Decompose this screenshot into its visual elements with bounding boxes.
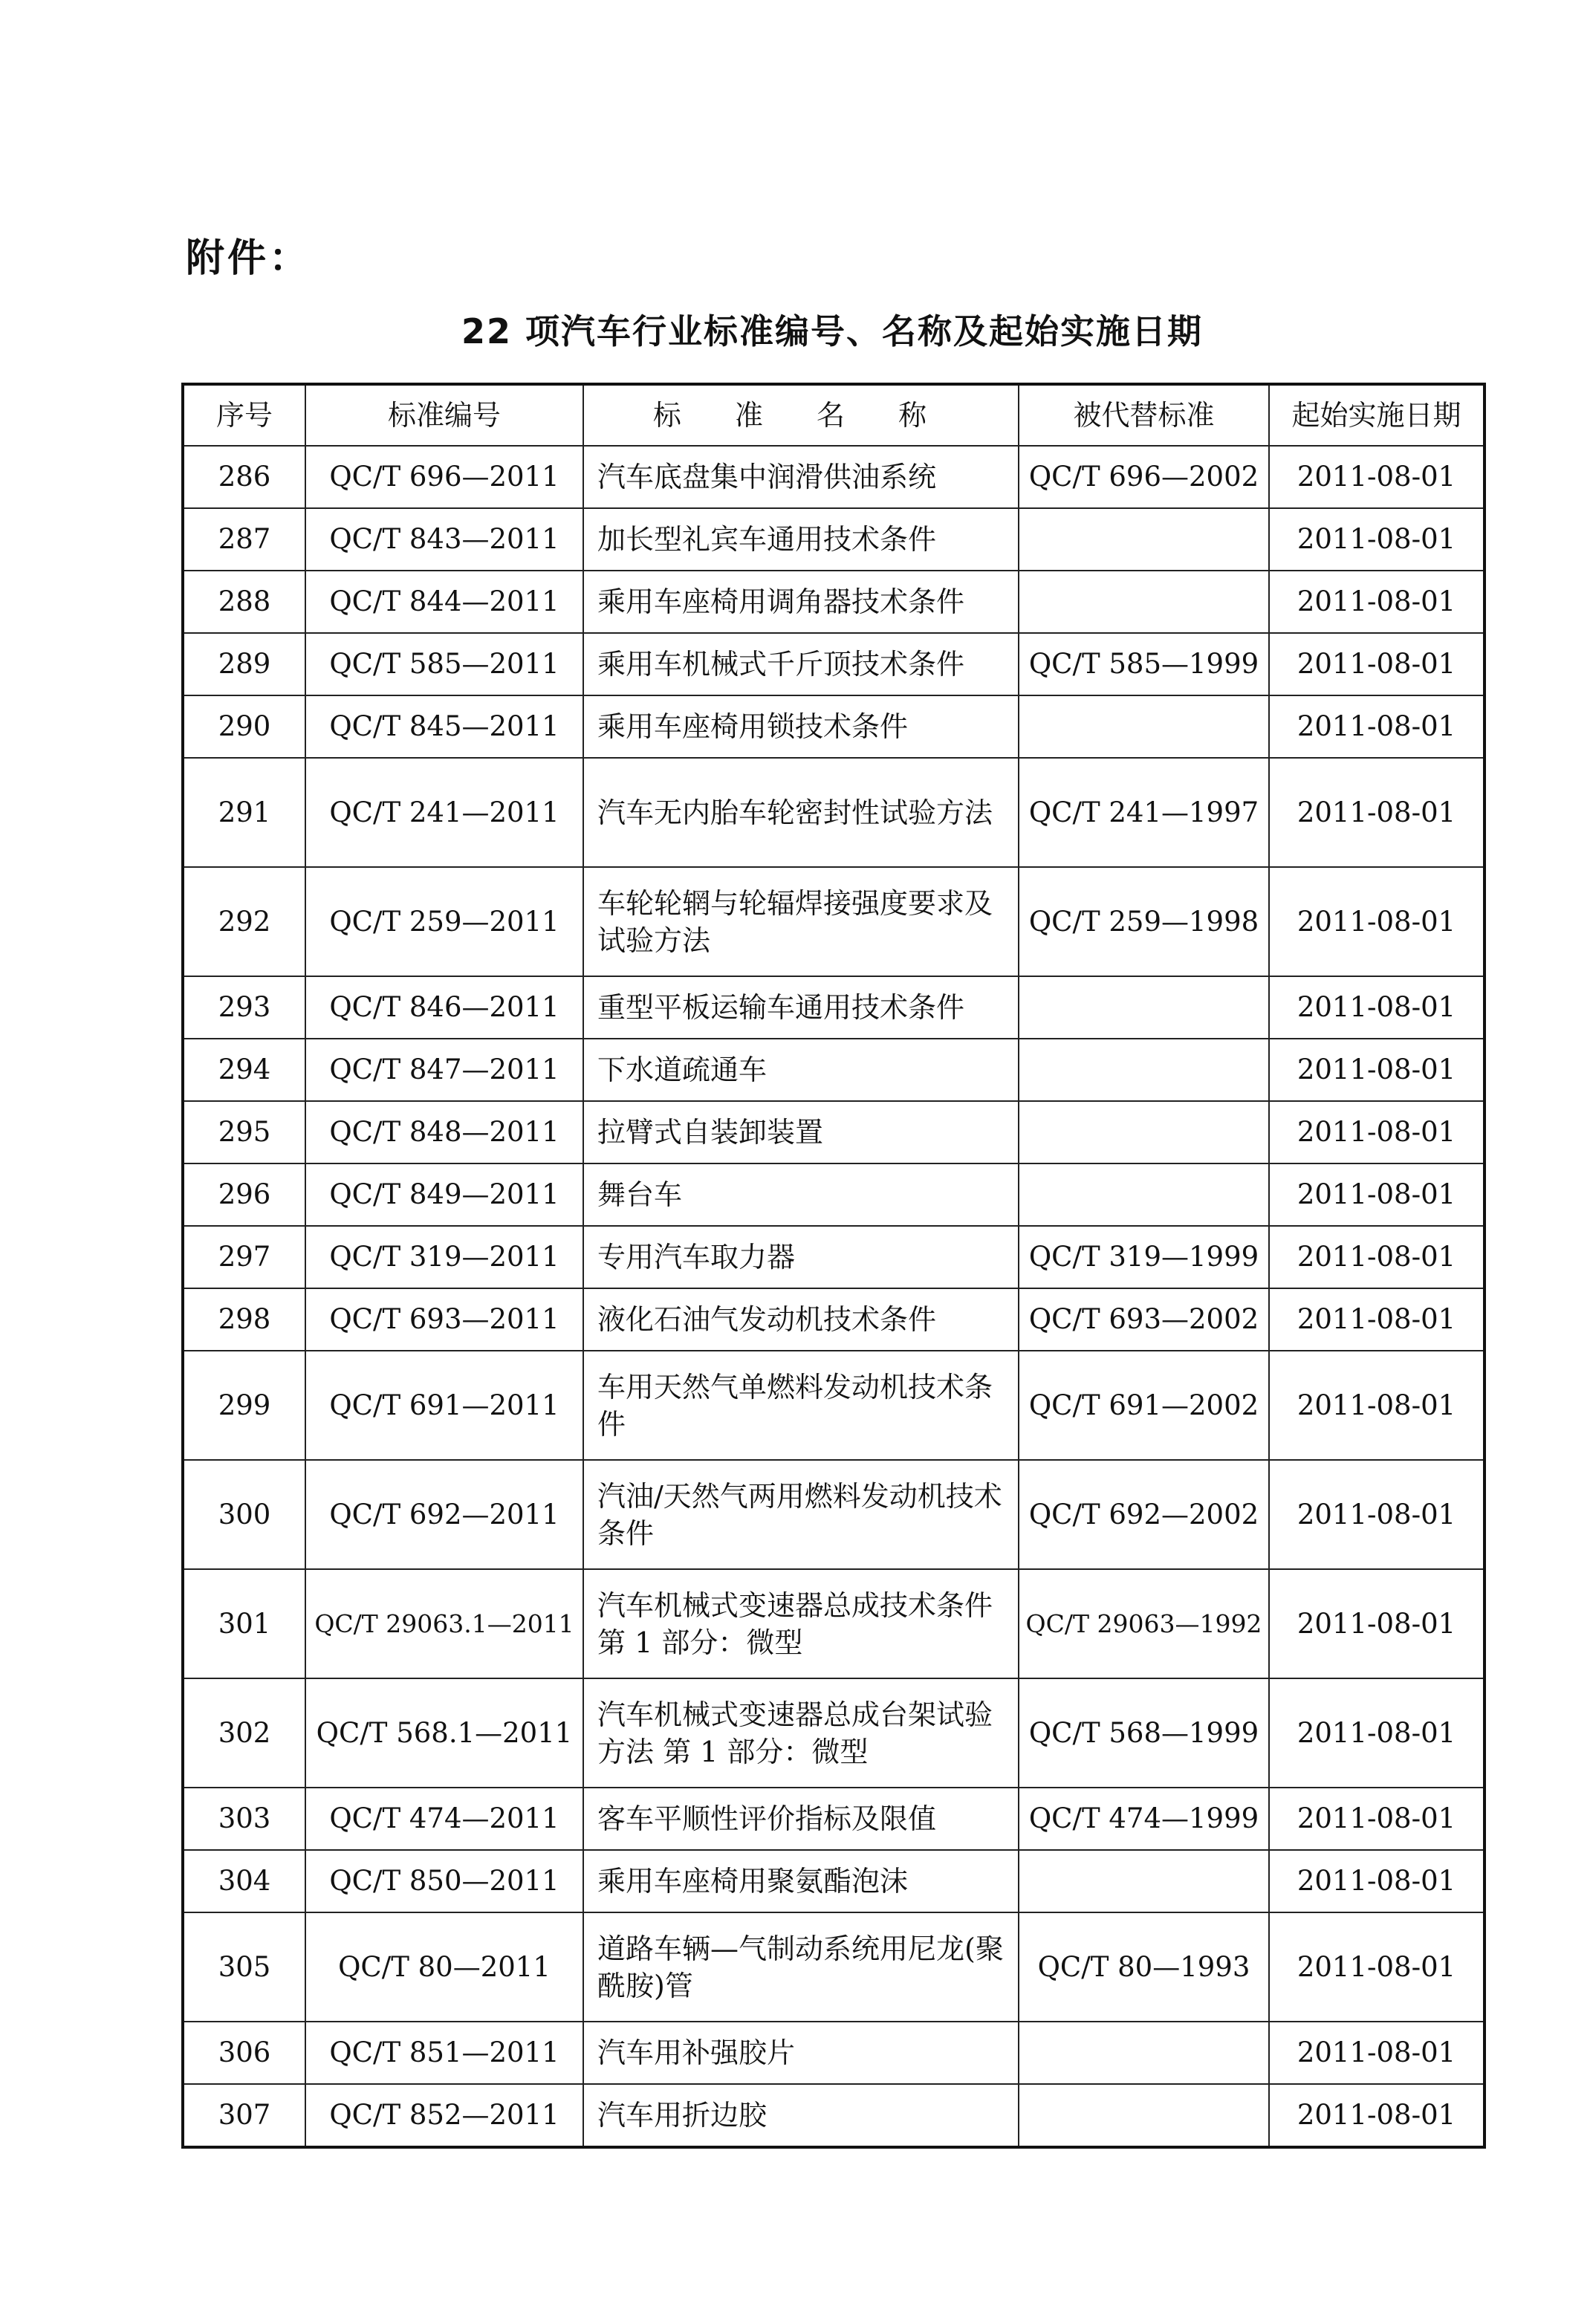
table-row bbox=[183, 1569, 1484, 1678]
cell-name: 重型平板运输车通用技术条件 bbox=[583, 976, 1019, 1039]
cell-code: QC/T 851—2011 bbox=[305, 2022, 583, 2084]
cell-code: QC/T 474—2011 bbox=[305, 1788, 583, 1850]
cell-replaced bbox=[1019, 1850, 1269, 1912]
cell-seq: 302 bbox=[183, 1678, 305, 1788]
cell-name: 乘用车座椅用锁技术条件 bbox=[583, 695, 1019, 758]
cell-seq: 305 bbox=[183, 1912, 305, 2022]
cell-date: 2011-08-01 bbox=[1269, 1226, 1484, 1288]
cell-replaced bbox=[1019, 976, 1269, 1039]
table-row bbox=[183, 1039, 1484, 1101]
cell-date: 2011-08-01 bbox=[1269, 1912, 1484, 2022]
table-row bbox=[183, 1226, 1484, 1288]
cell-date: 2011-08-01 bbox=[1269, 571, 1484, 633]
cell-replaced: QC/T 474—1999 bbox=[1019, 1788, 1269, 1850]
cell-seq: 301 bbox=[183, 1569, 305, 1678]
cell-code: QC/T 241—2011 bbox=[305, 758, 583, 867]
cell-seq: 288 bbox=[183, 571, 305, 633]
document-title: 22 项汽车行业标准编号、名称及起始实施日期 bbox=[461, 311, 1204, 351]
cell-name: 舞台车 bbox=[583, 1163, 1019, 1226]
cell-seq: 295 bbox=[183, 1101, 305, 1163]
table-row bbox=[183, 2022, 1484, 2084]
cell-code: QC/T 568.1—2011 bbox=[305, 1678, 583, 1788]
cell-name: 专用汽车取力器 bbox=[583, 1226, 1019, 1288]
cell-name: 液化石油气发动机技术条件 bbox=[583, 1288, 1019, 1351]
header-name: 标 准 名 称 bbox=[583, 384, 1019, 446]
cell-seq: 289 bbox=[183, 633, 305, 695]
cell-name: 乘用车机械式千斤顶技术条件 bbox=[583, 633, 1019, 695]
cell-name: 汽车机械式变速器总成台架试验方法 第 1 部分：微型 bbox=[583, 1678, 1019, 1788]
header-replaced: 被代替标准 bbox=[1019, 384, 1269, 446]
table-row bbox=[183, 508, 1484, 571]
cell-seq: 296 bbox=[183, 1163, 305, 1226]
cell-code: QC/T 696—2011 bbox=[305, 446, 583, 508]
cell-date: 2011-08-01 bbox=[1269, 1351, 1484, 1460]
cell-code: QC/T 259—2011 bbox=[305, 867, 583, 976]
cell-replaced: QC/T 585—1999 bbox=[1019, 633, 1269, 695]
cell-seq: 297 bbox=[183, 1226, 305, 1288]
cell-code: QC/T 80—2011 bbox=[305, 1912, 583, 2022]
cell-name: 汽车无内胎车轮密封性试验方法 bbox=[583, 758, 1019, 867]
cell-seq: 300 bbox=[183, 1460, 305, 1569]
cell-date: 2011-08-01 bbox=[1269, 2022, 1484, 2084]
cell-code: QC/T 693—2011 bbox=[305, 1288, 583, 1351]
table-header-row bbox=[183, 384, 1484, 446]
cell-replaced: QC/T 241—1997 bbox=[1019, 758, 1269, 867]
cell-code: QC/T 692—2011 bbox=[305, 1460, 583, 1569]
table-row bbox=[183, 1101, 1484, 1163]
cell-date: 2011-08-01 bbox=[1269, 1850, 1484, 1912]
cell-seq: 291 bbox=[183, 758, 305, 867]
cell-name: 车用天然气单燃料发动机技术条件 bbox=[583, 1351, 1019, 1460]
cell-replaced: QC/T 691—2002 bbox=[1019, 1351, 1269, 1460]
table-row bbox=[183, 1678, 1484, 1788]
cell-date: 2011-08-01 bbox=[1269, 976, 1484, 1039]
cell-date: 2011-08-01 bbox=[1269, 633, 1484, 695]
cell-date: 2011-08-01 bbox=[1269, 1288, 1484, 1351]
cell-name: 汽车机械式变速器总成技术条件 第 1 部分：微型 bbox=[583, 1569, 1019, 1678]
cell-date: 2011-08-01 bbox=[1269, 2084, 1484, 2147]
cell-date: 2011-08-01 bbox=[1269, 695, 1484, 758]
cell-seq: 286 bbox=[183, 446, 305, 508]
cell-date: 2011-08-01 bbox=[1269, 446, 1484, 508]
cell-replaced bbox=[1019, 508, 1269, 571]
table-row bbox=[183, 571, 1484, 633]
header-code: 标准编号 bbox=[305, 384, 583, 446]
cell-name: 汽油/天然气两用燃料发动机技术条件 bbox=[583, 1460, 1019, 1569]
cell-seq: 287 bbox=[183, 508, 305, 571]
cell-date: 2011-08-01 bbox=[1269, 1569, 1484, 1678]
cell-code: QC/T 844—2011 bbox=[305, 571, 583, 633]
cell-replaced bbox=[1019, 2022, 1269, 2084]
cell-seq: 299 bbox=[183, 1351, 305, 1460]
table-row bbox=[183, 1912, 1484, 2022]
cell-name: 客车平顺性评价指标及限值 bbox=[583, 1788, 1019, 1850]
cell-seq: 290 bbox=[183, 695, 305, 758]
table-row bbox=[183, 2084, 1484, 2147]
cell-replaced: QC/T 693—2002 bbox=[1019, 1288, 1269, 1351]
cell-seq: 303 bbox=[183, 1788, 305, 1850]
cell-code: QC/T 852—2011 bbox=[305, 2084, 583, 2147]
header-seq: 序号 bbox=[183, 384, 305, 446]
table-row bbox=[183, 1788, 1484, 1850]
cell-date: 2011-08-01 bbox=[1269, 1101, 1484, 1163]
cell-replaced: QC/T 259—1998 bbox=[1019, 867, 1269, 976]
cell-replaced: QC/T 696—2002 bbox=[1019, 446, 1269, 508]
cell-name: 车轮轮辋与轮辐焊接强度要求及试验方法 bbox=[583, 867, 1019, 976]
cell-code: QC/T 319—2011 bbox=[305, 1226, 583, 1288]
cell-replaced: QC/T 29063—1992 bbox=[1019, 1569, 1269, 1678]
cell-date: 2011-08-01 bbox=[1269, 1460, 1484, 1569]
cell-date: 2011-08-01 bbox=[1269, 1039, 1484, 1101]
cell-seq: 306 bbox=[183, 2022, 305, 2084]
cell-name: 乘用车座椅用聚氨酯泡沫 bbox=[583, 1850, 1019, 1912]
cell-replaced bbox=[1019, 695, 1269, 758]
cell-name: 加长型礼宾车通用技术条件 bbox=[583, 508, 1019, 571]
cell-code: QC/T 691—2011 bbox=[305, 1351, 583, 1460]
table-row bbox=[183, 1850, 1484, 1912]
cell-name: 道路车辆—气制动系统用尼龙(聚酰胺)管 bbox=[583, 1912, 1019, 2022]
cell-seq: 292 bbox=[183, 867, 305, 976]
table-row bbox=[183, 1163, 1484, 1226]
table-row bbox=[183, 976, 1484, 1039]
cell-replaced: QC/T 568—1999 bbox=[1019, 1678, 1269, 1788]
cell-code: QC/T 850—2011 bbox=[305, 1850, 583, 1912]
table-row bbox=[183, 1460, 1484, 1569]
table-row bbox=[183, 446, 1484, 508]
cell-code: QC/T 843—2011 bbox=[305, 508, 583, 571]
cell-replaced: QC/T 80—1993 bbox=[1019, 1912, 1269, 2022]
cell-date: 2011-08-01 bbox=[1269, 758, 1484, 867]
cell-code: QC/T 846—2011 bbox=[305, 976, 583, 1039]
cell-seq: 304 bbox=[183, 1850, 305, 1912]
cell-name: 汽车用补强胶片 bbox=[583, 2022, 1019, 2084]
cell-code: QC/T 585—2011 bbox=[305, 633, 583, 695]
header-date: 起始实施日期 bbox=[1269, 384, 1484, 446]
table-row bbox=[183, 867, 1484, 976]
table-row bbox=[183, 695, 1484, 758]
table-row bbox=[183, 633, 1484, 695]
standards-table bbox=[181, 383, 1486, 2149]
cell-code: QC/T 848—2011 bbox=[305, 1101, 583, 1163]
cell-seq: 293 bbox=[183, 976, 305, 1039]
cell-name: 乘用车座椅用调角器技术条件 bbox=[583, 571, 1019, 633]
cell-seq: 294 bbox=[183, 1039, 305, 1101]
cell-replaced bbox=[1019, 571, 1269, 633]
table-row bbox=[183, 1351, 1484, 1460]
cell-replaced bbox=[1019, 1101, 1269, 1163]
cell-seq: 298 bbox=[183, 1288, 305, 1351]
table-row bbox=[183, 1288, 1484, 1351]
cell-code: QC/T 849—2011 bbox=[305, 1163, 583, 1226]
cell-replaced: QC/T 319—1999 bbox=[1019, 1226, 1269, 1288]
cell-seq: 307 bbox=[183, 2084, 305, 2147]
cell-date: 2011-08-01 bbox=[1269, 508, 1484, 571]
cell-name: 拉臂式自装卸装置 bbox=[583, 1101, 1019, 1163]
cell-replaced bbox=[1019, 1163, 1269, 1226]
attachment-label: 附件： bbox=[186, 236, 311, 281]
cell-name: 下水道疏通车 bbox=[583, 1039, 1019, 1101]
cell-date: 2011-08-01 bbox=[1269, 867, 1484, 976]
cell-name: 汽车底盘集中润滑供油系统 bbox=[583, 446, 1019, 508]
cell-code: QC/T 29063.1—2011 bbox=[305, 1569, 583, 1678]
cell-date: 2011-08-01 bbox=[1269, 1788, 1484, 1850]
cell-date: 2011-08-01 bbox=[1269, 1163, 1484, 1226]
table-row bbox=[183, 758, 1484, 867]
cell-replaced bbox=[1019, 2084, 1269, 2147]
cell-replaced: QC/T 692—2002 bbox=[1019, 1460, 1269, 1569]
cell-code: QC/T 845—2011 bbox=[305, 695, 583, 758]
cell-date: 2011-08-01 bbox=[1269, 1678, 1484, 1788]
cell-replaced bbox=[1019, 1039, 1269, 1101]
cell-name: 汽车用折边胶 bbox=[583, 2084, 1019, 2147]
cell-code: QC/T 847—2011 bbox=[305, 1039, 583, 1101]
